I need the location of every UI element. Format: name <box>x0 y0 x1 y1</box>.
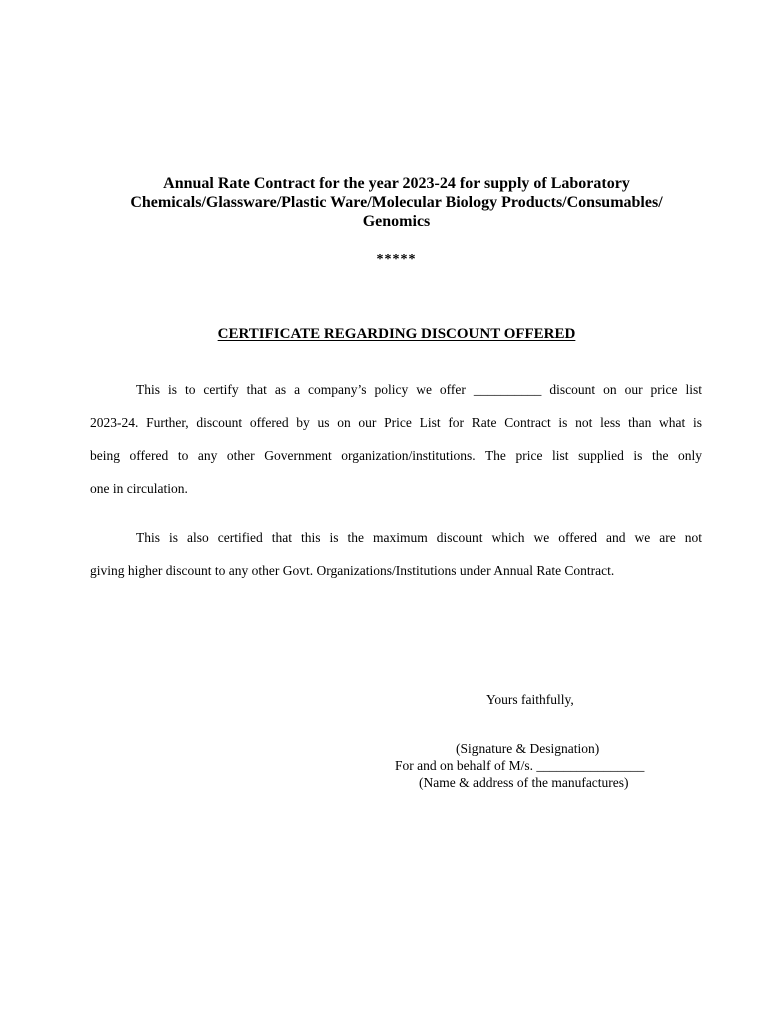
paragraph-2-line-2: giving higher discount to any other Govt. Organizations/Institutions under Annual Rate Contract. <box>90 563 615 578</box>
certificate-heading: CERTIFICATE REGARDING DISCOUNT OFFERED <box>217 326 576 342</box>
closing-salutation: Yours faithfully, <box>486 692 574 707</box>
name-address-line: (Name & address of the manufactures) <box>419 775 629 790</box>
separator-stars: ***** <box>376 252 417 267</box>
document-title-line-3: Genomics <box>362 213 431 230</box>
paragraph-1-line-1: This is to certify that as a company’s policy we offer __________ discount on our price list <box>136 382 702 397</box>
document-title-line-2: Chemicals/Glassware/Plastic Ware/Molecular Biology Products/Consumables/ <box>130 194 663 211</box>
paragraph-1-line-2: 2023-24. Further, discount offered by us on our Price List for Rate Contract is not less than what is <box>90 415 702 430</box>
document-title-line-1: Annual Rate Contract for the year 2023-24 for supply of Laboratory <box>163 175 630 192</box>
signature-designation: (Signature & Designation) <box>456 741 600 756</box>
paragraph-1-line-4: one in circulation. <box>90 481 188 496</box>
on-behalf-line: For and on behalf of M/s. ________________ <box>395 758 645 773</box>
paragraph-2-line-1: This is also certified that this is the maximum discount which we offered and we are not <box>136 530 702 545</box>
paragraph-1-line-3: being offered to any other Government organization/institutions. The price list supplied is the only <box>90 448 702 463</box>
